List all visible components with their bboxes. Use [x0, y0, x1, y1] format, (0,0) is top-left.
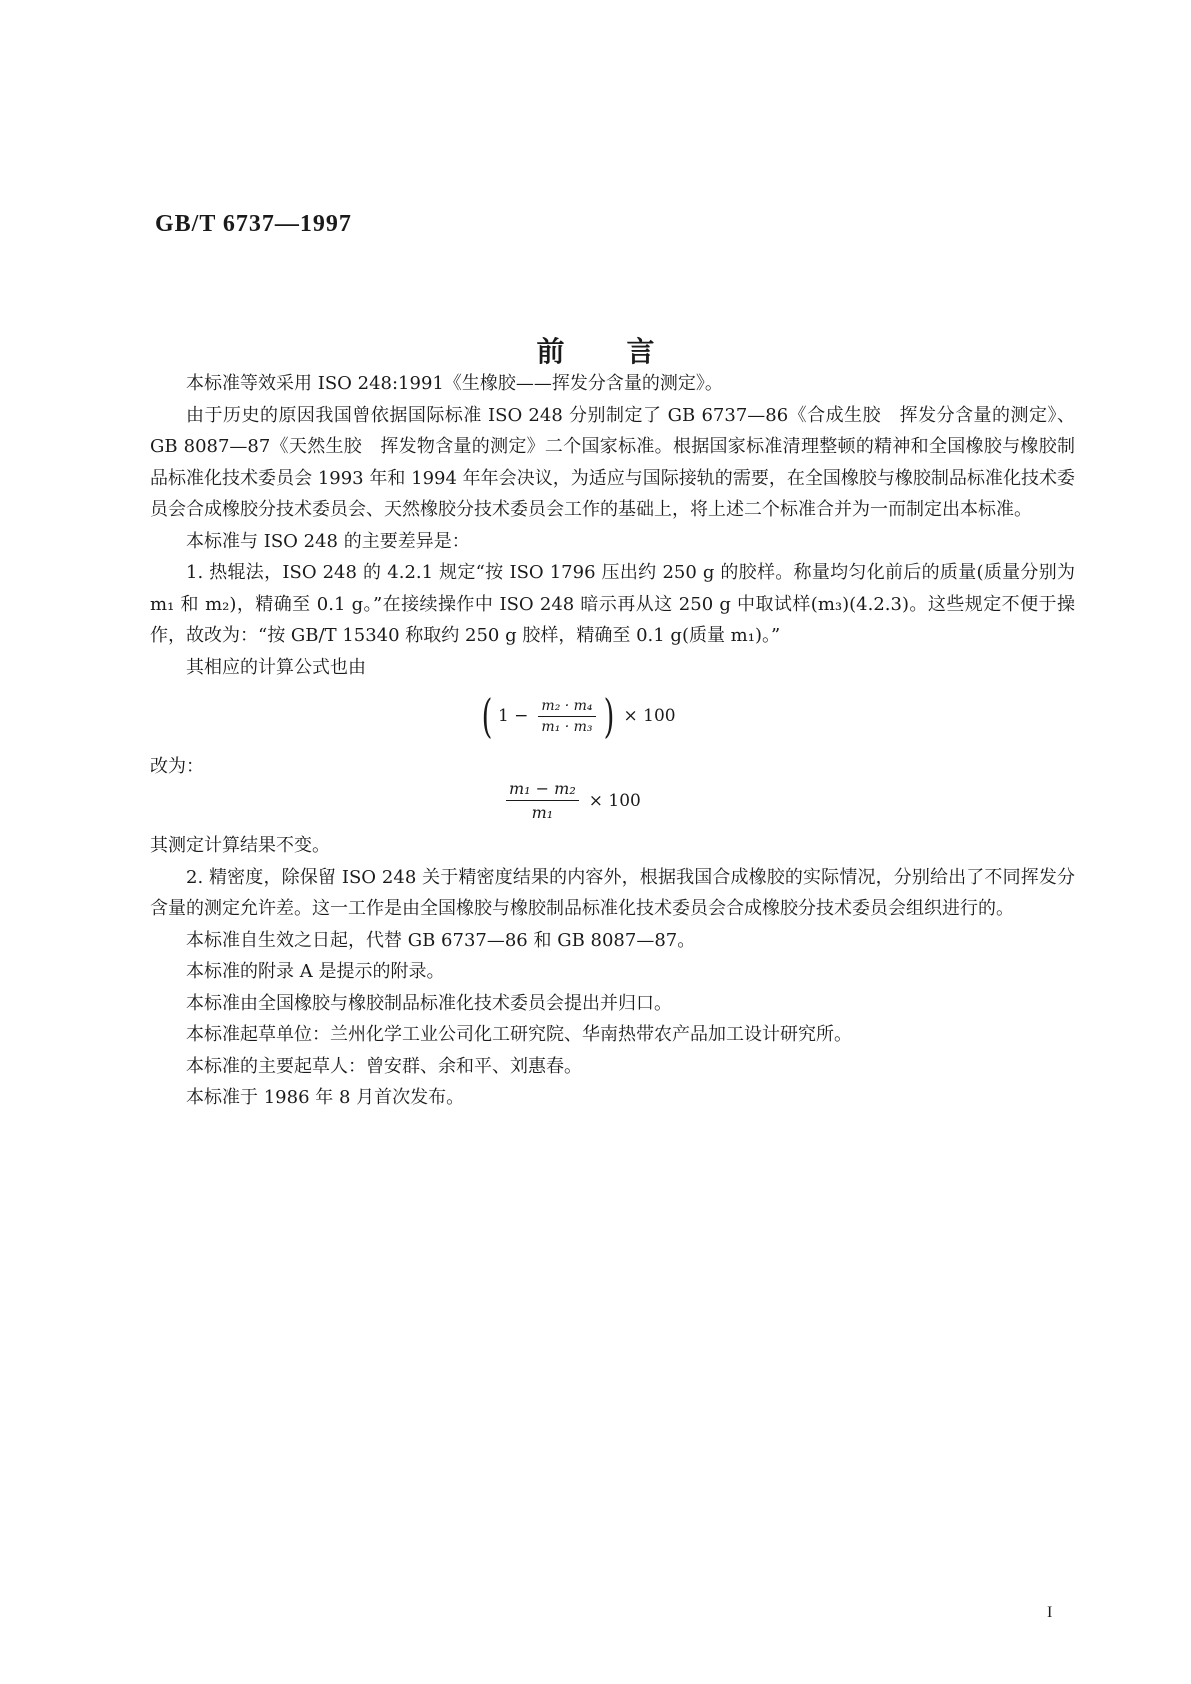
standard-code: GB/T 6737—1997: [155, 211, 352, 237]
body-block-2: [150, 830, 1075, 1114]
paragraph-appendix: 本标准的附录 A 是提示的附录。: [186, 961, 445, 982]
paragraph-difference-2: 2. 精密度，除保留 ISO 248 关于精密度结果的内容外，根据我国合成橡胶的实际情况，分别给出了不同挥发分含量的测定允许差。这一工作是由全国橡胶与橡胶制品标准化技术委员会合成橡胶分技术委员会组织进行的。: [150, 866, 1075, 919]
paragraph-proposed-by: 本标准由全国橡胶与橡胶制品标准化技术委员会提出并归口。: [186, 992, 672, 1014]
page-number: I: [1047, 1604, 1053, 1621]
paragraph-drafters: 本标准的主要起草人：曾安群、余和平、刘惠春。: [186, 1055, 582, 1077]
formula2-denominator: m₁: [531, 803, 554, 822]
paragraph-first-issued: 本标准于 1986 年 8 月首次发布。: [186, 1087, 465, 1108]
paragraph-difference-1: 1. 热辊法，ISO 248 的 4.2.1 规定“按 ISO 1796 压出约 250 g 的胶样。称量均匀化前后的质量(质量分别为 m₁ 和 m₂)，精确至 0.1 g。”在接续操作中 ISO 248 暗示再从这 250 g 中取试样(m₃)(4.2.3)。这些规定不便于操作，故改为：“按 GB/T 15340 称取约 250 g 胶样，精确至 0.1 g(质量 m₁)。”: [150, 562, 1075, 646]
right-paren: ): [603, 689, 614, 743]
paragraph-drafting-units: 本标准起草单位：兰州化学工业公司化工研究院、华南热带农产品加工设计研究所。: [186, 1024, 852, 1045]
formula-fraction: [538, 698, 595, 735]
left-paren: (: [481, 689, 493, 743]
formula-revised: [502, 779, 641, 822]
paragraph-differences-intro: 本标准与 ISO 248 的主要差异是：: [186, 530, 470, 552]
paragraph-changed-to: 改为：: [150, 756, 204, 777]
paragraph-formula-intro: 其相应的计算公式也由: [186, 656, 366, 678]
formula-original: [478, 689, 676, 743]
formula-times-100: × 100: [623, 706, 676, 726]
formula-denominator: m₁ · m₃: [541, 718, 593, 735]
paragraph-adoption: 本标准等效采用 ISO 248:1991《生橡胶——挥发分含量的测定》。: [186, 373, 723, 394]
body-block-1: [150, 368, 1075, 683]
paragraph-replaces: 本标准自生效之日起，代替 GB 6737—86 和 GB 8087—87。: [186, 929, 696, 951]
formula2-times-100: × 100: [588, 790, 641, 811]
formula2-numerator: m₁ − m₂: [506, 779, 579, 801]
page-title: 前言: [536, 335, 717, 368]
formula2-fraction: [506, 779, 579, 822]
paragraph-result-unchanged: 其测定计算结果不变。: [150, 835, 330, 856]
formula-numerator: m₂ · m₄: [538, 698, 595, 717]
paragraph-history: 由于历史的原因我国曾依据国际标准 ISO 248 分别制定了 GB 6737—86《合成生胶 挥发分含量的测定》、GB 8087—87《天然生胶 挥发物含量的测定》二个国家标准。根据国家标准清理整顿的精神和全国橡胶与橡胶制品标准化技术委员会 1993 年和 1994 年年会决议，为适应与国际接轨的需要，在全国橡胶与橡胶制品标准化技术委员会合成橡胶分技术委员会、天然橡胶分技术委员会工作的基础上，将上述二个标准合并为一而制定出本标准。: [150, 404, 1075, 520]
formula-one-minus: 1 −: [497, 706, 529, 726]
